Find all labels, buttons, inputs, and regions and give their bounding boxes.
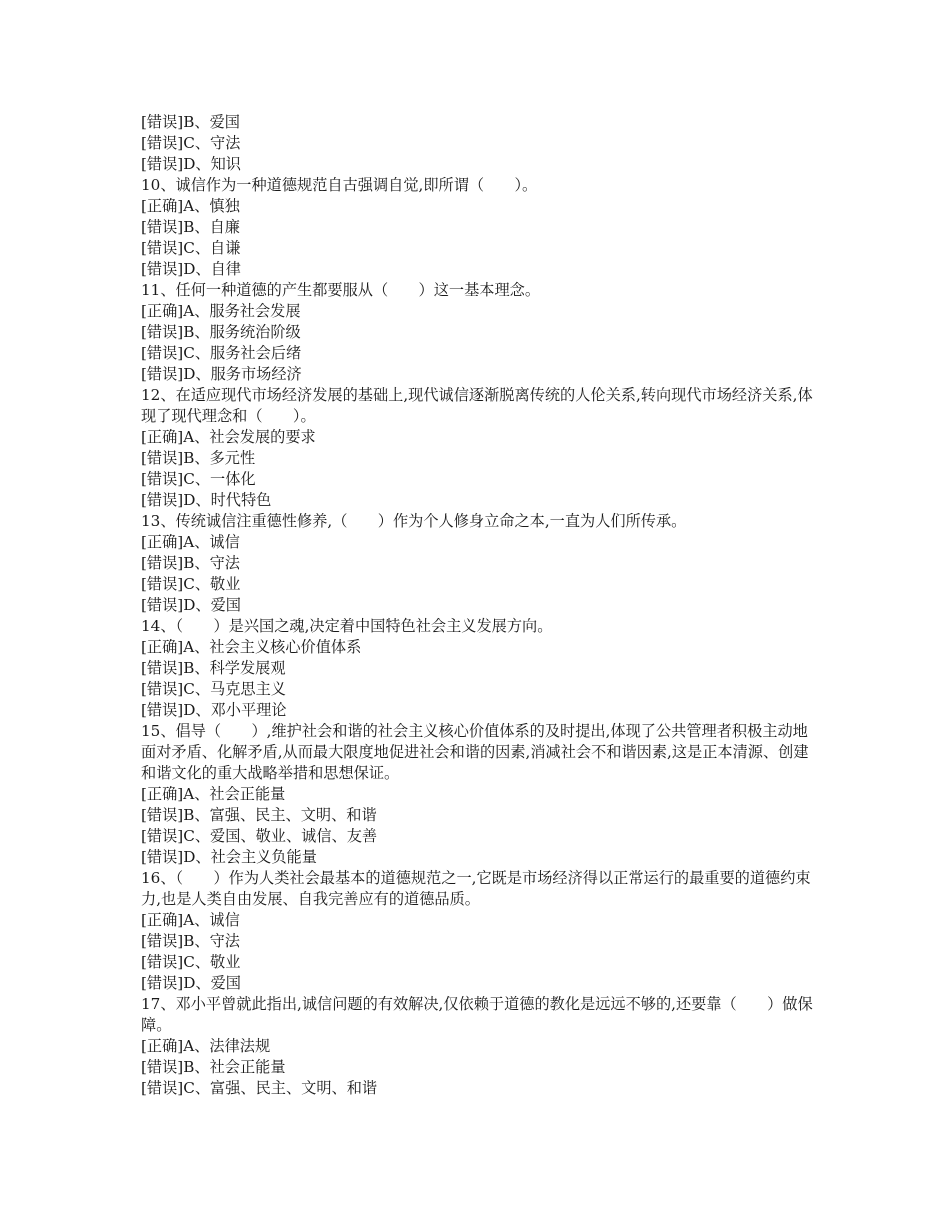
question-line: 11、任何一种道德的产生都要服从（ ）这一基本理念。: [141, 281, 541, 299]
answer-line: [错误]D、自律: [141, 260, 241, 278]
question-line: 17、邓小平曾就此指出,诚信问题的有效解决,仅依赖于道德的教化是远远不够的,还要靠（ ）做保障。: [141, 995, 813, 1034]
answer-line: [错误]C、敬业: [141, 575, 241, 593]
answer-line: [错误]D、邓小平理论: [141, 701, 287, 719]
answer-line: [正确]A、诚信: [141, 911, 240, 929]
answer-line: [正确]A、诚信: [141, 533, 240, 551]
answer-line: [错误]C、敬业: [141, 953, 241, 971]
question-line: 13、传统诚信注重德性修养,（ ）作为个人修身立命之本,一直为人们所传承。: [141, 512, 687, 530]
answer-line: [错误]B、科学发展观: [141, 659, 286, 677]
question-line: 15、倡导（ ）,维护社会和谐的社会主义核心价值体系的及时提出,体现了公共管理者积极主动地面对矛盾、化解矛盾,从而最大限度地促进社会和谐的因素,消减社会不和谐因素,这是正本清源、创建和谐文化的重大战略举措和思想保证。: [141, 722, 809, 782]
question-line: 12、在适应现代市场经济发展的基础上,现代诚信逐渐脱离传统的人伦关系,转向现代市场经济关系,体现了现代理念和（ ）。: [141, 386, 813, 425]
answer-line: [错误]C、爱国、敬业、诚信、友善: [141, 827, 378, 845]
answer-line: [错误]C、富强、民主、文明、和谐: [141, 1079, 378, 1097]
answer-line: [错误]D、社会主义负能量: [141, 848, 317, 866]
question-line: 14、（ ）是兴国之魂,决定着中国特色社会主义发展方向。: [141, 617, 553, 635]
answer-line: [错误]C、自谦: [141, 239, 241, 257]
answer-line: [错误]B、守法: [141, 554, 240, 572]
answer-line: [错误]B、守法: [141, 932, 240, 950]
question-line: 16、（ ）作为人类社会最基本的道德规范之一,它既是市场经济得以正常运行的最重要的道德约束力,也是人类自由发展、自我完善应有的道德品质。: [141, 869, 811, 908]
answer-line: [错误]B、社会正能量: [141, 1058, 286, 1076]
answer-line: [正确]A、社会发展的要求: [141, 428, 316, 446]
answer-line: [错误]C、一体化: [141, 470, 256, 488]
answer-line: [正确]A、社会主义核心价值体系: [141, 638, 362, 656]
answer-line: [错误]B、服务统治阶级: [141, 323, 301, 341]
answer-line: [错误]C、马克思主义: [141, 680, 286, 698]
answer-line: [错误]D、爱国: [141, 974, 241, 992]
answer-line: [错误]C、服务社会后绪: [141, 344, 302, 362]
answer-line: [正确]A、服务社会发展: [141, 302, 301, 320]
answer-line: [错误]D、服务市场经济: [141, 365, 302, 383]
answer-line: [错误]B、自廉: [141, 218, 240, 236]
answer-line: [错误]B、多元性: [141, 449, 256, 467]
answer-line: [正确]A、社会正能量: [141, 785, 286, 803]
answer-line: [正确]A、慎独: [141, 197, 240, 215]
answer-line: [正确]A、法律法规: [141, 1037, 271, 1055]
answer-line: [错误]D、爱国: [141, 596, 241, 614]
answer-line: [错误]B、爱国: [141, 113, 240, 131]
question-line: 10、诚信作为一种道德规范自古强调自觉,即所谓（ ）。: [141, 176, 538, 194]
answer-line: [错误]B、富强、民主、文明、和谐: [141, 806, 377, 824]
answer-line: [错误]D、时代特色: [141, 491, 272, 509]
answer-line: [错误]C、守法: [141, 134, 241, 152]
answer-line: [错误]D、知识: [141, 155, 241, 173]
document-body: [141, 112, 815, 1099]
